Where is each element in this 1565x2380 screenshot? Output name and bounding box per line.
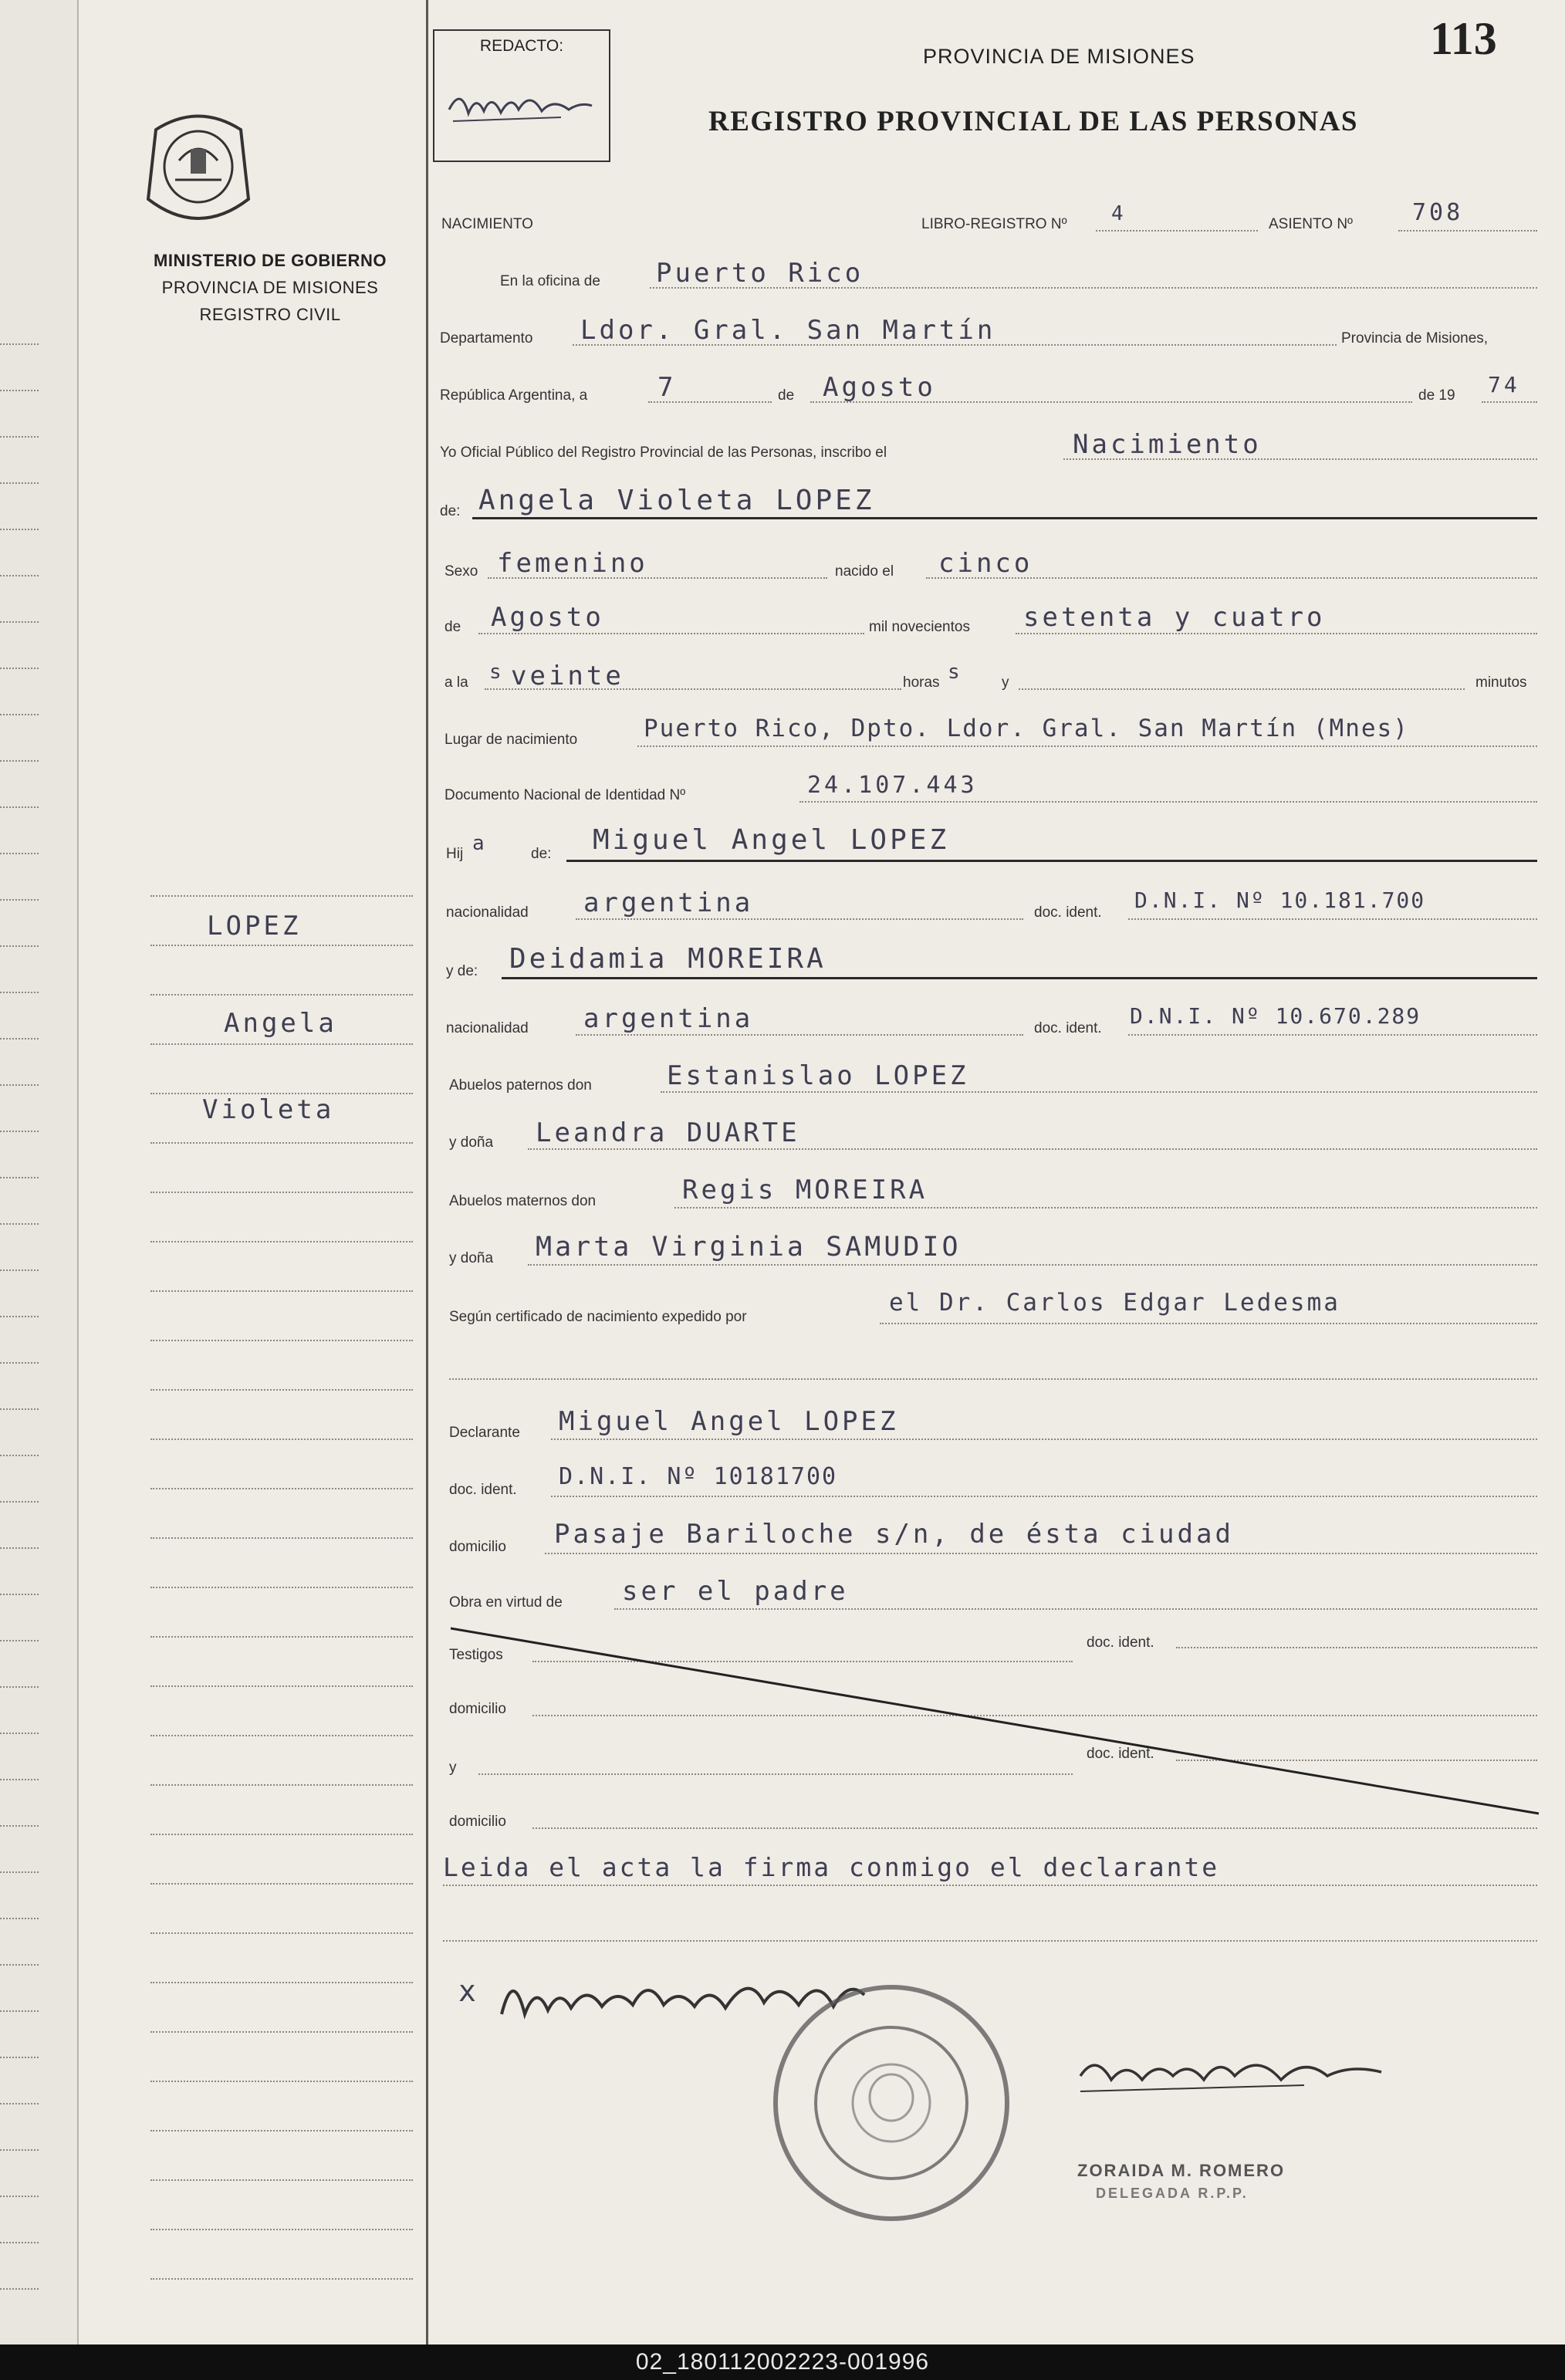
anio-nac-value: setenta y cuatro — [1023, 602, 1326, 633]
de19-label: de 19 — [1418, 387, 1455, 404]
asiento-label: ASIENTO Nº — [1269, 216, 1353, 232]
obra-value: ser el padre — [622, 1576, 849, 1607]
abuela-materna-value: Marta Virginia SAMUDIO — [536, 1232, 962, 1263]
abuela-paterna-value: Leandra DUARTE — [536, 1117, 800, 1148]
abuelo-paterno-value: Estanislao LOPEZ — [667, 1060, 969, 1091]
padre-doc-value: D.N.I. Nº 10.181.700 — [1134, 887, 1426, 913]
madre-nacionalidad-value: argentina — [583, 1003, 754, 1034]
registry-stamp-icon — [770, 1982, 1012, 2224]
domicilio-label: domicilio — [449, 1539, 506, 1555]
provincia-suffix: Provincia de Misiones, — [1341, 330, 1489, 347]
abuelos-maternos-label: Abuelos maternos don — [449, 1193, 597, 1209]
departamento-label: Departamento — [440, 330, 533, 347]
horas-label: horas — [903, 674, 940, 691]
sexo-value: femenino — [497, 548, 648, 579]
ministry-title: MINISTERIO DE GOBIERNO — [154, 251, 387, 270]
madre-nacionalidad-label: nacionalidad — [446, 1020, 529, 1036]
officer-title: DELEGADA R.P.P. — [1096, 2186, 1249, 2201]
testigo-y-label: y — [449, 1760, 457, 1776]
declarante-doc-value: D.N.I. Nº 10181700 — [559, 1463, 838, 1490]
officer-signature-icon — [1073, 2037, 1397, 2107]
a-la-prefix: s — [489, 661, 505, 684]
certificado-label: Según certificado de nacimiento expedido por — [449, 1309, 747, 1325]
obra-label: Obra en virtud de — [449, 1594, 563, 1611]
a-la-label: a la — [444, 674, 468, 691]
provincial-seal-icon — [117, 106, 279, 228]
anio-value: 74 — [1488, 372, 1520, 397]
redacto-box — [433, 29, 610, 162]
dia-value: 7 — [657, 372, 677, 403]
libro-label: LIBRO-REGISTRO Nº — [921, 216, 1067, 232]
madre-doc-value: D.N.I. Nº 10.670.289 — [1130, 1003, 1421, 1029]
signature-mark: x — [458, 1974, 479, 2008]
madre-doc-label: doc. ident. — [1034, 1020, 1102, 1036]
madre-value: Deidamia MOREIRA — [509, 943, 826, 975]
declarante-doc-label: doc. ident. — [449, 1482, 517, 1498]
abuela-paterna-label: y doña — [449, 1134, 494, 1151]
ministry-registry: REGISTRO CIVIL — [199, 305, 341, 324]
nacido-label: nacido el — [835, 563, 894, 580]
hij-label: Hij — [446, 846, 464, 862]
testigo1-doc-label: doc. ident. — [1087, 1635, 1154, 1651]
margin-surname: LOPEZ — [207, 911, 302, 942]
padre-value: Miguel Angel LOPEZ — [593, 824, 950, 856]
lugar-value: Puerto Rico, Dpto. Ldor. Gral. San Martín (Mnes) — [644, 715, 1409, 742]
de-label: de — [778, 387, 795, 404]
libro-value: 4 — [1111, 202, 1127, 225]
testigo1-domicilio-label: domicilio — [449, 1701, 506, 1717]
testigos-label: Testigos — [449, 1647, 503, 1663]
abuelos-paternos-label: Abuelos paternos don — [449, 1077, 592, 1094]
mes-nac-value: Agosto — [491, 602, 604, 633]
minutos-label: minutos — [1475, 674, 1527, 691]
testigo2-domicilio-label: domicilio — [449, 1814, 506, 1830]
type-label: NACIMIENTO — [441, 216, 533, 232]
page-number: 113 — [1430, 13, 1497, 64]
margin-column — [86, 0, 428, 2345]
dni-label: Documento Nacional de Identidad Nº — [444, 787, 686, 803]
acto-value: Nacimiento — [1073, 429, 1262, 460]
province-header: PROVINCIA DE MISIONES — [923, 45, 1195, 68]
sexo-label: Sexo — [444, 563, 478, 580]
mil-novecientos-label: mil novecientos — [869, 619, 970, 635]
archive-id-footer: 02_180112002223-001996 — [0, 2345, 1565, 2380]
nombre-value: Angela Violeta LOPEZ — [478, 485, 875, 516]
horas-suffix: s — [948, 661, 963, 684]
margin-first-name: Angela — [224, 1008, 337, 1039]
margin-middle-name: Violeta — [202, 1094, 335, 1125]
abuela-materna-label: y doña — [449, 1250, 494, 1266]
padre-doc-label: doc. ident. — [1034, 904, 1102, 921]
certificado-value: el Dr. Carlos Edgar Ledesma — [889, 1289, 1340, 1317]
mes-value: Agosto — [823, 372, 936, 403]
abuelo-materno-value: Regis MOREIRA — [682, 1175, 928, 1205]
de-colon-label: de: — [440, 503, 461, 519]
hora-value: veinte — [511, 661, 624, 691]
redacto-label: REDACTO: — [479, 37, 564, 55]
ministry-header — [93, 247, 448, 328]
hij-suffix: a — [472, 832, 488, 855]
officer-name: ZORAIDA M. ROMERO — [1077, 2161, 1286, 2180]
padre-nacionalidad-label: nacionalidad — [446, 904, 529, 921]
declarante-value: Miguel Angel LOPEZ — [559, 1406, 899, 1437]
de-mes-label: de — [444, 619, 461, 635]
y-minutes-label: y — [1002, 674, 1009, 691]
oficina-label: En la oficina de — [500, 273, 600, 289]
declarante-label: Declarante — [449, 1425, 520, 1441]
ministry-province: PROVINCIA DE MISIONES — [161, 278, 379, 297]
asiento-value: 708 — [1412, 199, 1464, 226]
nacido-value: cinco — [938, 548, 1033, 579]
lugar-label: Lugar de nacimiento — [444, 732, 578, 748]
adjacent-page-edge — [0, 0, 79, 2345]
oficina-value: Puerto Rico — [656, 258, 864, 289]
testigo2-doc-label: doc. ident. — [1087, 1746, 1154, 1762]
redacto-signature-icon — [445, 79, 600, 133]
dni-value: 24.107.443 — [807, 772, 978, 799]
testigos-cross-out — [443, 1621, 1546, 1821]
padre-nacionalidad-value: argentina — [583, 887, 754, 918]
registry-title: REGISTRO PROVINCIAL DE LAS PERSONAS — [708, 106, 1359, 137]
closing-statement: Leida el acta la firma conmigo el declarante — [443, 1852, 1220, 1882]
departamento-value: Ldor. Gral. San Martín — [580, 315, 996, 346]
y-de-label: y de: — [446, 963, 478, 979]
republica-label: República Argentina, a — [440, 387, 588, 404]
oficial-label: Yo Oficial Público del Registro Provincial de las Personas, inscribo el — [440, 445, 887, 461]
domicilio-value: Pasaje Bariloche s/n, de ésta ciudad — [554, 1519, 1234, 1550]
de-parent-label: de: — [531, 846, 552, 862]
